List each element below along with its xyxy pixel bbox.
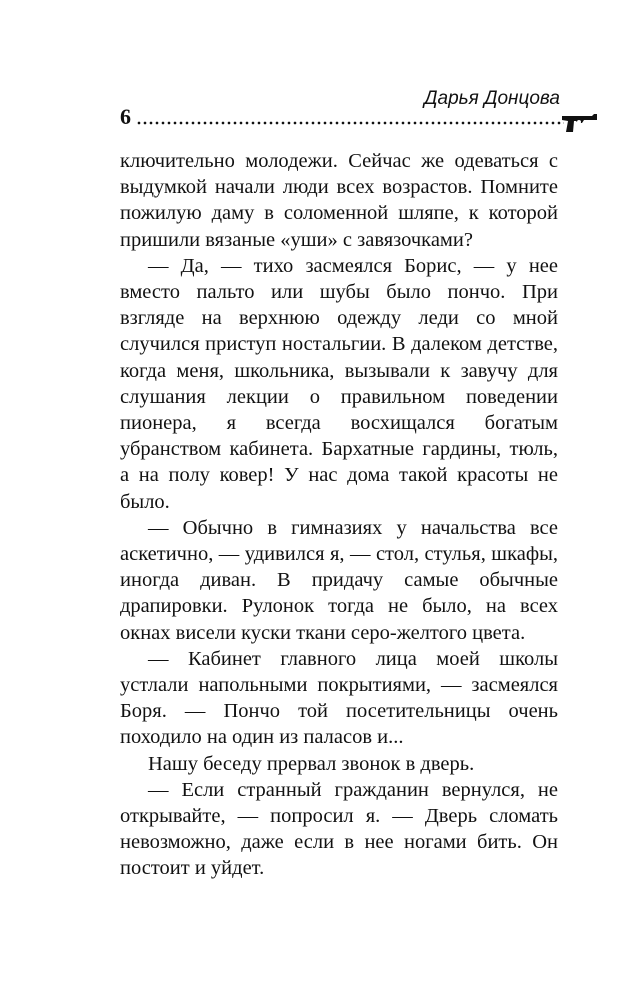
author-name: Дарья Донцова (424, 88, 560, 109)
paragraph: — Обычно в гимназиях у начальства все аскетично, — удивился я, — стол, стулья, шкафы, иногда диван. В придачу самые обычные драпировки. Рулонок тогда не было, на всех окнах висели куски ткани серо-желтого цвета. (120, 516, 558, 644)
dotted-leader (136, 121, 564, 125)
paragraph: ключительно молодежи. Сейчас же одеваться с выдумкой начали люди всех возрастов. Помните пожилую даму в соломенной шляпе, к которой пришили вязаные «уши» с завязочками? (120, 150, 558, 251)
body-text (120, 148, 558, 882)
paragraph: — Да, — тихо засмеялся Борис, — у нее вместо пальто или шубы было пончо. При взгляде на верхнюю одежду леди со мной случился приступ ностальгии. В далеком детстве, когда меня, школьника, вызывали к завучу для слушания лекции о правильном поведении пионера, я всегда восхищался богатым убранством кабинета. Бархатные гардины, тюль, а на полу ковер! У нас дома такой красоты не было. (120, 254, 558, 513)
running-header (120, 88, 600, 136)
page-number: 6 (120, 104, 131, 129)
paragraph: — Кабинет главного лица моей школы устлали напольными покрытиями, — засмеялся Боря. — Пончо той посетительницы очень походило на один из паласов и... (120, 647, 558, 749)
paragraph: Нашу беседу прервал звонок в дверь. (148, 752, 475, 775)
revolver-icon (560, 110, 600, 136)
paragraph: — Если странный гражданин вернулся, не открывайте, — попросил я. — Дверь сломать невозможно, даже если в нее ногами бить. Он постоит и уйдет. (120, 778, 558, 880)
